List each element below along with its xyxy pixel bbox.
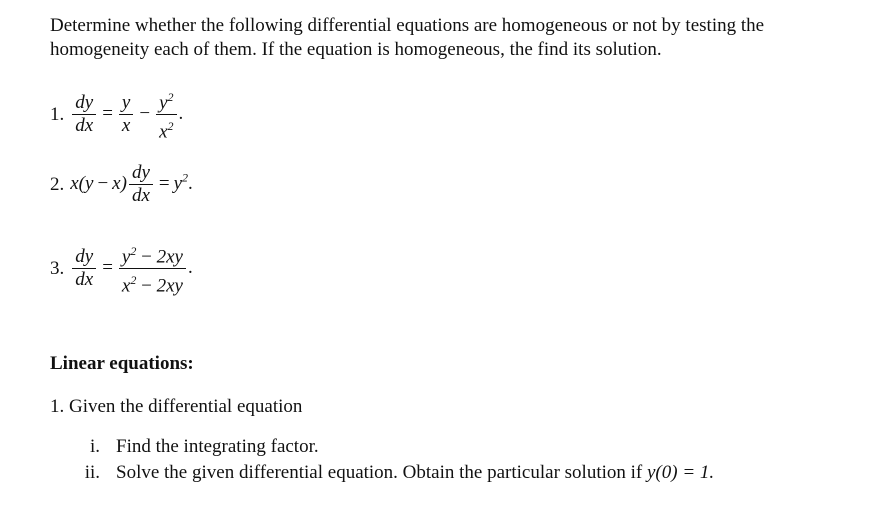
equation-1 xyxy=(50,86,183,144)
equation-2 xyxy=(50,162,193,207)
subitem-marker: i. xyxy=(89,436,100,457)
linear-equations-heading: Linear equations: xyxy=(50,353,194,374)
subitem-text: Find the integrating factor. xyxy=(116,436,319,457)
equation-number: 3. xyxy=(50,257,65,279)
equation-math: x(y − x) $\frac{dy}{dx}$ = $y^2$. xyxy=(70,162,193,206)
subitem-ii xyxy=(50,462,714,484)
subitem-text xyxy=(116,462,714,484)
intro-paragraph: Determine whether the following differential equations are homogeneous or not by testing the homogeneity each of them. If the equation is homogeneous, the find its solution. xyxy=(50,15,765,60)
subitem-text-body: Solve the given differential equation. Obtain the particular solution if xyxy=(116,462,643,483)
equation-number: 2. xyxy=(50,173,65,195)
linear-item-1: 1. Given the differential equation xyxy=(50,396,303,417)
initial-condition: y(0) = 1. xyxy=(646,462,715,483)
subitem-i xyxy=(50,436,319,458)
equation-math: $\frac{dy}{dx}$ = $\frac{y}{x}$ − $\frac{y^2}{x^2}$ . xyxy=(70,86,183,144)
equation-3 xyxy=(50,240,193,298)
equation-number: 1. xyxy=(50,103,65,125)
subitem-marker: ii. xyxy=(84,462,100,483)
equation-math: $\frac{dy}{dx}$ = $\frac{y^2 - 2xy}{x^2 - 2xy}$ . xyxy=(70,240,192,298)
